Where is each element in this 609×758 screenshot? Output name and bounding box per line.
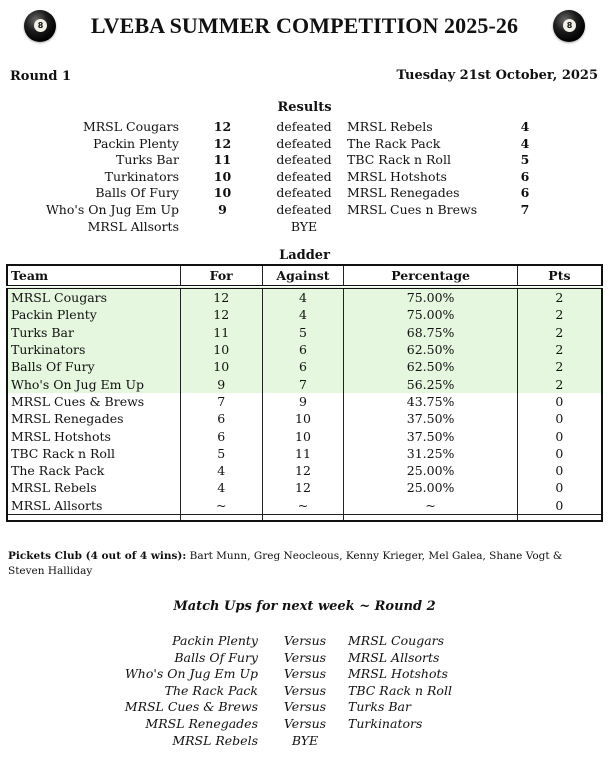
versus-label: Versus [283, 699, 327, 715]
ladder-for: 10 [180, 341, 262, 358]
ball-number: 8 [563, 19, 576, 32]
versus-label: Versus [283, 633, 327, 648]
ladder-for: 11 [180, 324, 262, 341]
winner-score: 10 [213, 185, 232, 201]
ladder-percentage: 75.00% [344, 306, 517, 323]
winner-score: 12 [213, 135, 232, 151]
ladder-percentage: 37.50% [344, 410, 517, 427]
home-team: MRSL Renegades [145, 716, 258, 731]
ladder-team: The Rack Pack [7, 462, 180, 479]
ladder-against: 4 [262, 287, 344, 306]
results-title: Results [277, 100, 332, 115]
ladder-for: 4 [180, 462, 262, 479]
bye-row [0, 219, 609, 235]
ladder-pts: 2 [517, 306, 602, 323]
loser-team: MRSL Renegades [347, 185, 460, 201]
matchup-row [0, 633, 609, 649]
result-verb: defeated [276, 119, 332, 134]
ladder-team: MRSL Allsorts [7, 497, 180, 515]
result-row [0, 152, 609, 168]
away-team: MRSL Hotshots [348, 666, 448, 682]
winner-team: Who's On Jug Em Up [45, 202, 179, 217]
winner-team: Turks Bar [116, 152, 179, 168]
ladder-percentage: 25.00% [344, 479, 517, 496]
ladder-for: 7 [180, 393, 262, 410]
result-verb: defeated [276, 185, 332, 201]
ladder-pts: 2 [517, 358, 602, 375]
matchup-row [0, 716, 609, 732]
ladder-percentage: 75.00% [344, 287, 517, 306]
versus-label: Versus [283, 666, 327, 682]
away-team: MRSL Cougars [348, 633, 445, 648]
versus-label: Versus [283, 649, 327, 665]
loser-team: The Rack Pack [347, 135, 441, 151]
result-row [0, 119, 609, 135]
ladder-percentage: 31.25% [344, 445, 517, 462]
round-label: Round 1 [10, 69, 72, 84]
ladder-team: Balls Of Fury [7, 358, 180, 375]
bye-label: BYE [290, 218, 318, 234]
result-row [0, 185, 609, 201]
ladder-header-row [7, 265, 602, 287]
ladder-team: Who's On Jug Em Up [7, 375, 180, 392]
ladder-against: 4 [262, 306, 344, 323]
ladder-team: MRSL Rebels [7, 479, 180, 496]
ladder-for: 6 [180, 427, 262, 444]
ladder-pts: 2 [517, 287, 602, 306]
home-team: Packin Plenty [172, 633, 258, 648]
ladder-pts: 0 [517, 479, 602, 496]
bye-team: MRSL Allsorts [87, 218, 179, 234]
ladder-for: 6 [180, 410, 262, 427]
ladder-row [7, 358, 602, 375]
pickets-names: Bart Munn, Greg Neocleous, Kenny Krieger, Mel Galea, Shane Vogt & Steven Halliday [8, 550, 563, 577]
result-row [0, 136, 609, 152]
away-team: Turks Bar [348, 699, 411, 715]
ladder-against: 12 [262, 479, 344, 496]
ladder-row [7, 306, 602, 323]
result-verb: defeated [276, 168, 332, 184]
ladder-pts: 0 [517, 393, 602, 410]
ladder-against: 5 [262, 324, 344, 341]
loser-team: MRSL Rebels [347, 119, 433, 134]
ladder-team: MRSL Renegades [7, 410, 180, 427]
ladder-row [7, 410, 602, 427]
ladder-pts: 2 [517, 324, 602, 341]
ladder-pts: 0 [517, 462, 602, 479]
ladder-percentage: 68.75% [344, 324, 517, 341]
loser-score: 7 [520, 202, 530, 217]
ladder-spacer-row [7, 514, 602, 521]
matchup-row [0, 666, 609, 682]
ladder-pts: 2 [517, 375, 602, 392]
versus-label: BYE [291, 732, 319, 748]
ladder-against: 11 [262, 445, 344, 462]
page-title: LVEBA SUMMER COMPETITION 2025-26 [90, 13, 519, 38]
loser-score: 6 [520, 168, 530, 184]
ladder-spacer-cell [180, 514, 262, 521]
ladder-pts: 0 [517, 427, 602, 444]
winner-team: MRSL Cougars [82, 119, 179, 134]
ladder-spacer-cell [262, 514, 344, 521]
ladder-percentage: 62.50% [344, 341, 517, 358]
ladder-row [7, 445, 602, 462]
away-team: TBC Rack n Roll [348, 682, 452, 698]
ladder-against: 6 [262, 358, 344, 375]
ladder-team: Turkinators [7, 341, 180, 358]
ladder-team: MRSL Hotshots [7, 427, 180, 444]
ladder-percentage: 62.50% [344, 358, 517, 375]
ladder-row [7, 341, 602, 358]
ladder-spacer-cell [344, 514, 517, 521]
ladder-pts: 2 [517, 341, 602, 358]
home-team: MRSL Cues & Brews [124, 699, 258, 715]
ladder-team: Packin Plenty [7, 306, 180, 323]
ladder-title: Ladder [279, 248, 330, 263]
ladder-percentage: 37.50% [344, 427, 517, 444]
date-label: Tuesday 21st October, 2025 [396, 68, 598, 83]
winner-score: 12 [213, 119, 232, 134]
ladder-for: 4 [180, 479, 262, 496]
ladder-row [7, 375, 602, 392]
ladder-spacer-cell [517, 514, 602, 521]
pickets-label: Pickets Club (4 out of 4 wins): [8, 550, 187, 562]
ladder-for: 12 [180, 287, 262, 306]
column-header-against: Against [262, 265, 344, 287]
ladder-row [7, 497, 602, 515]
matchups-title: Match Ups for next week ~ Round 2 [173, 599, 436, 614]
winner-team: Turkinators [104, 168, 179, 184]
column-header-team: Team [7, 265, 180, 287]
loser-score: 6 [520, 185, 530, 201]
home-team: The Rack Pack [164, 682, 258, 698]
matchup-row [0, 699, 609, 715]
away-team: Turkinators [348, 716, 423, 731]
ladder-percentage: ~ [344, 497, 517, 515]
loser-team: MRSL Hotshots [347, 168, 447, 184]
ladder-team: MRSL Cues & Brews [7, 393, 180, 410]
ball-number: 8 [34, 19, 47, 32]
ladder-team: MRSL Cougars [7, 287, 180, 306]
winner-team: Packin Plenty [93, 135, 179, 151]
ladder-percentage: 43.75% [344, 393, 517, 410]
loser-score: 5 [520, 152, 530, 168]
ladder-against: 9 [262, 393, 344, 410]
ladder-row [7, 462, 602, 479]
result-row [0, 169, 609, 185]
ladder-spacer-cell [7, 514, 180, 521]
winner-score: 9 [218, 202, 227, 217]
result-verb: defeated [276, 202, 332, 217]
ladder-pts: 0 [517, 497, 602, 515]
ladder-pts: 0 [517, 410, 602, 427]
winner-score: 10 [213, 168, 232, 184]
winner-team: Balls Of Fury [95, 185, 179, 201]
ladder-percentage: 56.25% [344, 375, 517, 392]
ladder-for: 12 [180, 306, 262, 323]
ladder-row [7, 287, 602, 306]
ladder-row [7, 479, 602, 496]
loser-team: TBC Rack n Roll [347, 152, 451, 168]
column-header-for: For [180, 265, 262, 287]
ladder-against: 7 [262, 375, 344, 392]
result-verb: defeated [276, 135, 332, 151]
ladder-team: Turks Bar [7, 324, 180, 341]
ladder-table [6, 264, 603, 522]
home-team: MRSL Rebels [172, 732, 258, 748]
ladder-against: 10 [262, 427, 344, 444]
ladder-row [7, 324, 602, 341]
ladder-team: TBC Rack n Roll [7, 445, 180, 462]
ladder-against: ~ [262, 497, 344, 515]
ladder-percentage: 25.00% [344, 462, 517, 479]
loser-score: 4 [520, 119, 530, 134]
matchup-row [0, 733, 609, 749]
winner-score: 11 [213, 152, 232, 168]
versus-label: Versus [283, 716, 327, 731]
ladder-pts: 0 [517, 445, 602, 462]
ladder-against: 6 [262, 341, 344, 358]
ladder-against: 12 [262, 462, 344, 479]
result-row [0, 202, 609, 218]
versus-label: Versus [283, 682, 327, 698]
away-team: MRSL Allsorts [348, 649, 440, 665]
loser-team: MRSL Cues n Brews [347, 202, 478, 217]
matchup-row [0, 683, 609, 699]
column-header-pts: Pts [517, 265, 602, 287]
matchup-row [0, 650, 609, 666]
home-team: Who's On Jug Em Up [124, 666, 258, 682]
ladder-for: ~ [180, 497, 262, 515]
pickets-club-note [8, 549, 568, 579]
ladder-for: 5 [180, 445, 262, 462]
ladder-against: 10 [262, 410, 344, 427]
ladder-row [7, 393, 602, 410]
ladder-for: 9 [180, 375, 262, 392]
ladder-row [7, 427, 602, 444]
result-verb: defeated [276, 152, 332, 168]
ladder-for: 10 [180, 358, 262, 375]
loser-score: 4 [520, 135, 530, 151]
home-team: Balls Of Fury [174, 649, 258, 665]
column-header-percentage: Percentage [344, 265, 517, 287]
